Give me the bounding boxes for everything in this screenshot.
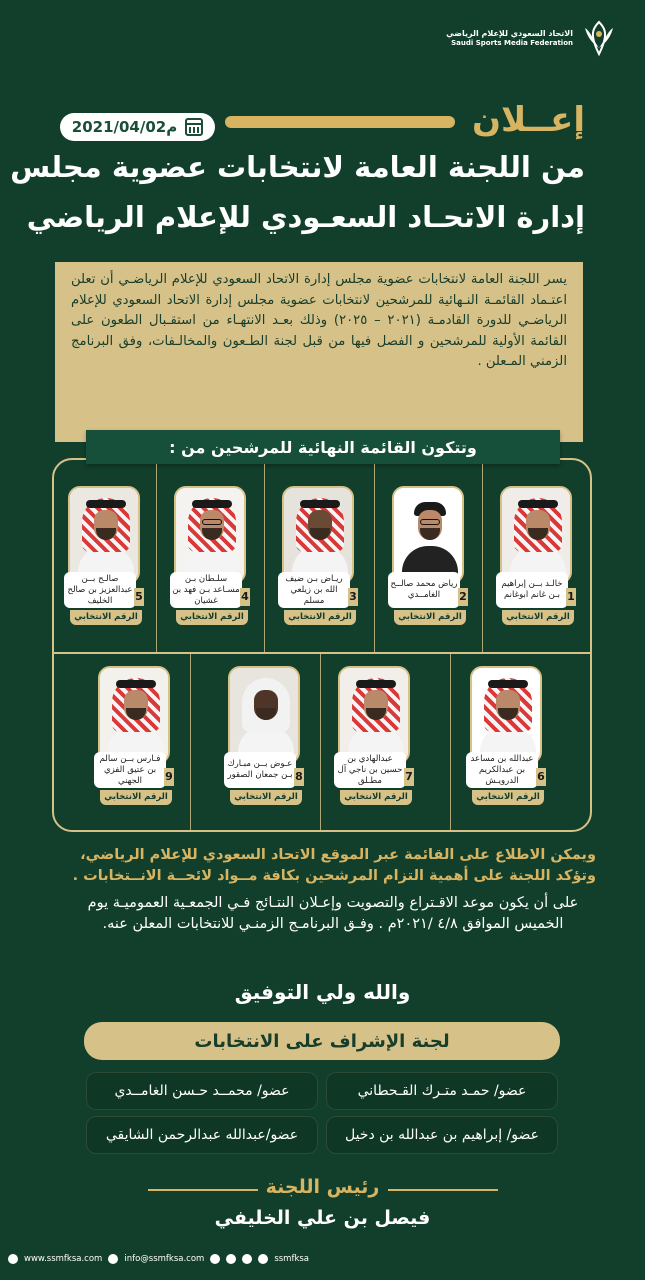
committee-title: لجنة الإشراف على الانتخابات xyxy=(194,1030,450,1052)
candidate-photo xyxy=(282,486,354,584)
candidate-name: رياض محمد صالــح الغامــدي xyxy=(388,572,460,608)
candidate-number: 8 xyxy=(294,768,304,786)
candidate-name: سلـطان بـن مسـاعد بـن فهد بن غشيان xyxy=(170,572,242,608)
column-divider xyxy=(482,464,483,652)
announcement-divider xyxy=(225,116,455,128)
announcement-label: إعــلان xyxy=(472,100,585,140)
candidate-number-label: الرقم الانتخابي xyxy=(176,610,248,625)
federation-logo xyxy=(446,18,619,58)
committee-member: عضو/ محمــد حـسن الغامــدي xyxy=(86,1072,318,1110)
column-divider xyxy=(264,464,265,652)
footer-handle[interactable]: ssmfksa xyxy=(274,1254,310,1264)
closing-phrase: والله ولي التوفيق xyxy=(234,980,411,1004)
candidate-number: 6 xyxy=(536,768,546,786)
org-name-ar: الاتحاد السعودي للإعلام الرياضي xyxy=(446,28,573,38)
candidate-photo xyxy=(98,666,170,764)
chair-name: فيصل بن علي الخليفي xyxy=(214,1207,431,1229)
candidate-photo xyxy=(338,666,410,764)
candidate-name: خالـد بــن إبراهيم بـن غانم ابوغانم xyxy=(496,572,568,608)
committee-member: عضو/ حمـد متـرك القـحطاني xyxy=(326,1072,558,1110)
candidate-number-label: الرقم الانتخابي xyxy=(340,790,412,805)
candidate-name: عبدالهادي بن حسين بن ناجي آل مطـلق xyxy=(334,752,406,788)
candidate-card-3 xyxy=(278,486,358,636)
title-line-2: إدارة الاتحـاد السعـودي للإعلام الرياضي xyxy=(26,200,585,234)
intro-paragraph: يسر اللجنة العامة لانتخابات عضوية مجلس إدارة الاتحاد السعودي للإعلام الرياضـي أن تعلن اعتـماد القائمـة النـهائية للمرشحين لانتخابات عضوية مجلس إدارة الاتحاد السعودي للإعلام الرياضـي للدورة القادمـة (٢٠٢١ – ٢٠٢٥) وذلك بعـد الانتهـاء من استقـبال الطعون على القائمة الأولية للمرشحين و الفصل فيها من قبل لجنة الطـعون والمخالـفات، وفق البرنامج الزمني المـعلن . xyxy=(71,272,567,369)
candidate-number-label: الرقم الانتخابي xyxy=(472,790,544,805)
candidate-card-2 xyxy=(388,486,468,636)
candidate-number-label: الرقم الانتخابي xyxy=(394,610,466,625)
candidate-card-7 xyxy=(334,666,414,816)
candidate-name: عبدالله بن مساعد بن عبدالكريم الدرويـش xyxy=(466,752,538,788)
candidate-number-label: الرقم الانتخابي xyxy=(100,790,172,805)
column-divider xyxy=(450,654,451,830)
facebook-icon[interactable] xyxy=(242,1254,252,1264)
instagram-icon[interactable] xyxy=(226,1254,236,1264)
candidate-name: فـارس بــن سالم بن عتيق الفزي الجهني xyxy=(94,752,166,788)
chair-title: رئيس اللجنة xyxy=(265,1176,380,1198)
candidate-number-label: الرقم الانتخابي xyxy=(502,610,574,625)
voting-date-note: على أن يكون موعد الاقـتراع والتصويت وإعـلان النتـائج فـي الجمعـية العموميـة يوم الخميس الموافق ٤/٨ /٢٠٢١م . وفـق البرنامـج الزمنـي للانتخابات المعلن عنه. xyxy=(87,895,579,932)
candidate-number-label: الرقم الانتخابي xyxy=(70,610,142,625)
candidate-photo xyxy=(392,486,464,584)
committee-member: عضو/ إبراهيم بن عبدالله بن دخيل xyxy=(326,1116,558,1154)
column-divider xyxy=(190,654,191,830)
candidate-number: 4 xyxy=(240,588,250,606)
candidate-name: صالـح بــن عبدالعزيز بن صالح الخليف xyxy=(64,572,136,608)
column-divider xyxy=(320,654,321,830)
candidate-number: 3 xyxy=(348,588,358,606)
committee-title-bar xyxy=(84,1022,560,1060)
footer-contacts xyxy=(8,1254,309,1264)
candidate-number: 7 xyxy=(404,768,414,786)
candidate-photo xyxy=(470,666,542,764)
candidate-name: ريـاض بـن ضيف الله بن زيلعي مسلم xyxy=(278,572,350,608)
candidate-number: 2 xyxy=(458,588,468,606)
federation-emblem-icon xyxy=(579,18,619,58)
candidate-photo xyxy=(174,486,246,584)
candidates-heading-bar xyxy=(86,430,560,464)
candidate-photo xyxy=(500,486,572,584)
announcement-date: 2021/04/02م xyxy=(71,118,178,136)
row-divider xyxy=(52,652,592,654)
org-name-en: Saudi Sports Media Federation xyxy=(451,38,573,47)
candidate-number: 5 xyxy=(134,588,144,606)
candidates-heading: وتتكون القائمة النهائية للمرشحين من : xyxy=(169,437,477,457)
candidate-card-4 xyxy=(170,486,250,636)
candidate-number-label: الرقم الانتخابي xyxy=(230,790,302,805)
globe-icon xyxy=(8,1254,18,1264)
candidate-number-label: الرقم الانتخابي xyxy=(284,610,356,625)
footer-website[interactable]: www.ssmfksa.com xyxy=(24,1254,103,1264)
candidate-card-1 xyxy=(496,486,576,636)
column-divider xyxy=(374,464,375,652)
youtube-icon[interactable] xyxy=(258,1254,268,1264)
twitter-icon[interactable] xyxy=(210,1254,220,1264)
candidate-card-9 xyxy=(94,666,174,816)
footer-email[interactable]: info@ssmfksa.com xyxy=(124,1254,205,1264)
intro-panel xyxy=(55,262,583,442)
candidate-card-8 xyxy=(224,666,304,816)
candidate-photo xyxy=(228,666,300,764)
column-divider xyxy=(156,464,157,652)
website-note: ويمكن الاطلاع على القائمة عبر الموقع الاتحاد السعودي للإعلام الرياضي، وتؤكد اللجنة على أهمية التزام المرشحين بكافة مــواد لائحــة الانــتخابات . xyxy=(72,847,596,884)
calendar-icon xyxy=(185,118,203,136)
title-line-1: من اللجنة العامة لانتخابات عضوية مجلس xyxy=(10,150,585,184)
candidate-number: 9 xyxy=(164,768,174,786)
candidate-number: 1 xyxy=(566,588,576,606)
candidate-card-6 xyxy=(466,666,546,816)
date-badge xyxy=(60,113,215,141)
candidate-photo xyxy=(68,486,140,584)
committee-member: عضو/عبدالله عبدالرحمن الشايقي xyxy=(86,1116,318,1154)
email-icon xyxy=(108,1254,118,1264)
candidate-card-5 xyxy=(64,486,144,636)
candidate-name: عـوض بــن مبـارك بـن جمعان الصقور xyxy=(224,752,296,788)
